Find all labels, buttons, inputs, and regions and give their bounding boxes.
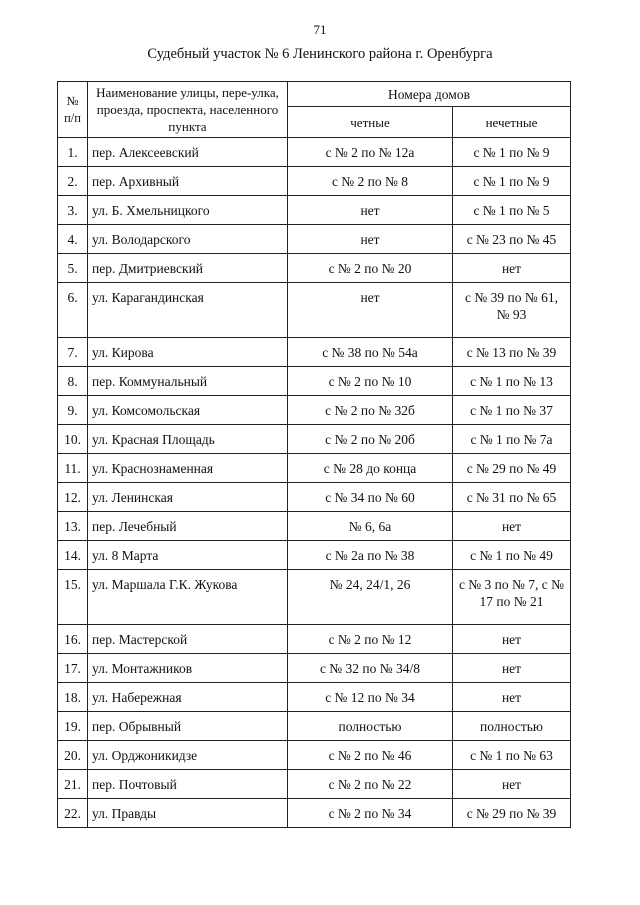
table-row (58, 396, 571, 425)
even-houses: с № 2 по № 12а (288, 138, 453, 167)
row-number: 21. (58, 770, 88, 799)
row-number: 7. (58, 338, 88, 367)
street-name: ул. Правды (88, 799, 288, 828)
table-row (58, 425, 571, 454)
even-houses: с № 2 по № 20 (288, 254, 453, 283)
odd-houses: с № 1 по № 9 (453, 167, 571, 196)
street-name: ул. Кирова (88, 338, 288, 367)
row-number: 2. (58, 167, 88, 196)
street-name: ул. Набережная (88, 683, 288, 712)
street-name: пер. Коммунальный (88, 367, 288, 396)
even-houses: с № 2а по № 38 (288, 541, 453, 570)
row-number: 9. (58, 396, 88, 425)
row-number: 3. (58, 196, 88, 225)
odd-houses: с № 1 по № 9 (453, 138, 571, 167)
even-houses: с № 2 по № 20б (288, 425, 453, 454)
street-name: пер. Обрывный (88, 712, 288, 741)
even-houses: с № 2 по № 46 (288, 741, 453, 770)
odd-houses: с № 1 по № 7а (453, 425, 571, 454)
even-houses: с № 34 по № 60 (288, 483, 453, 512)
even-houses: с № 32 по № 34/8 (288, 654, 453, 683)
street-name: ул. Карагандинская (88, 283, 288, 338)
street-name: ул. Краснознаменная (88, 454, 288, 483)
odd-houses: с № 1 по № 5 (453, 196, 571, 225)
street-name: ул. Орджоникидзе (88, 741, 288, 770)
row-number: 14. (58, 541, 88, 570)
row-number: 17. (58, 654, 88, 683)
row-number: 15. (58, 570, 88, 625)
street-name: ул. 8 Марта (88, 541, 288, 570)
page-number: 71 (313, 22, 327, 37)
table-row (58, 770, 571, 799)
even-houses: с № 2 по № 10 (288, 367, 453, 396)
row-number: 4. (58, 225, 88, 254)
table-row (58, 283, 571, 338)
row-number: 20. (58, 741, 88, 770)
table-body (58, 138, 571, 828)
odd-houses: с № 29 по № 39 (453, 799, 571, 828)
street-name: ул. Б. Хмельницкого (88, 196, 288, 225)
table-row (58, 196, 571, 225)
even-houses: с № 2 по № 32б (288, 396, 453, 425)
even-houses: нет (288, 225, 453, 254)
table-row (58, 367, 571, 396)
row-number: 19. (58, 712, 88, 741)
row-number: 6. (58, 283, 88, 338)
street-name: пер. Архивный (88, 167, 288, 196)
table-row (58, 483, 571, 512)
row-number: 13. (58, 512, 88, 541)
street-name: пер. Мастерской (88, 625, 288, 654)
row-number: 1. (58, 138, 88, 167)
table-row (58, 338, 571, 367)
table-row (58, 654, 571, 683)
odd-houses: нет (453, 512, 571, 541)
table-row (58, 799, 571, 828)
row-number: 10. (58, 425, 88, 454)
even-houses: с № 2 по № 22 (288, 770, 453, 799)
street-name: ул. Красная Площадь (88, 425, 288, 454)
odd-houses: полностью (453, 712, 571, 741)
odd-houses: с № 3 по № 7, с № 17 по № 21 (453, 570, 571, 625)
odd-houses: с № 1 по № 63 (453, 741, 571, 770)
table-row (58, 167, 571, 196)
odd-houses: с № 31 по № 65 (453, 483, 571, 512)
table-row (58, 625, 571, 654)
header-street: Наименование улицы, пере-улка, проезда, проспекта, населенного пункта (88, 82, 288, 138)
street-name: ул. Володарского (88, 225, 288, 254)
street-name: пер. Почтовый (88, 770, 288, 799)
address-table (57, 81, 571, 828)
table-row (58, 454, 571, 483)
header-houses: Номера домов (288, 82, 571, 107)
table-row (58, 712, 571, 741)
even-houses: с № 38 по № 54а (288, 338, 453, 367)
row-number: 22. (58, 799, 88, 828)
even-houses: с № 28 до конца (288, 454, 453, 483)
street-name: пер. Дмитриевский (88, 254, 288, 283)
even-houses: с № 12 по № 34 (288, 683, 453, 712)
odd-houses: нет (453, 625, 571, 654)
row-number: 5. (58, 254, 88, 283)
odd-houses: с № 1 по № 13 (453, 367, 571, 396)
row-number: 16. (58, 625, 88, 654)
table-row (58, 512, 571, 541)
row-number: 12. (58, 483, 88, 512)
table-row (58, 683, 571, 712)
odd-houses: с № 1 по № 49 (453, 541, 571, 570)
street-name: ул. Ленинская (88, 483, 288, 512)
table-row (58, 225, 571, 254)
table-row (58, 541, 571, 570)
street-name: ул. Комсомольская (88, 396, 288, 425)
even-houses: № 6, 6а (288, 512, 453, 541)
header-num: № п/п (58, 82, 88, 138)
street-name: ул. Маршала Г.К. Жукова (88, 570, 288, 625)
even-houses: полностью (288, 712, 453, 741)
page-title: Судебный участок № 6 Ленинского района г. Оренбурга (147, 46, 493, 62)
street-name: пер. Алексеевский (88, 138, 288, 167)
even-houses: с № 2 по № 8 (288, 167, 453, 196)
header-even: четные (288, 107, 453, 138)
even-houses: № 24, 24/1, 26 (288, 570, 453, 625)
row-number: 18. (58, 683, 88, 712)
odd-houses: нет (453, 683, 571, 712)
row-number: 11. (58, 454, 88, 483)
odd-houses: нет (453, 254, 571, 283)
odd-houses: с № 39 по № 61, № 93 (453, 283, 571, 338)
table-row (58, 138, 571, 167)
even-houses: нет (288, 283, 453, 338)
street-name: ул. Монтажников (88, 654, 288, 683)
odd-houses: нет (453, 770, 571, 799)
table-row (58, 570, 571, 625)
street-name: пер. Лечебный (88, 512, 288, 541)
even-houses: с № 2 по № 12 (288, 625, 453, 654)
odd-houses: с № 1 по № 37 (453, 396, 571, 425)
odd-houses: с № 23 по № 45 (453, 225, 571, 254)
row-number: 8. (58, 367, 88, 396)
even-houses: с № 2 по № 34 (288, 799, 453, 828)
table-row (58, 254, 571, 283)
table-row (58, 741, 571, 770)
odd-houses: нет (453, 654, 571, 683)
odd-houses: с № 29 по № 49 (453, 454, 571, 483)
even-houses: нет (288, 196, 453, 225)
header-odd: нечетные (453, 107, 571, 138)
odd-houses: с № 13 по № 39 (453, 338, 571, 367)
